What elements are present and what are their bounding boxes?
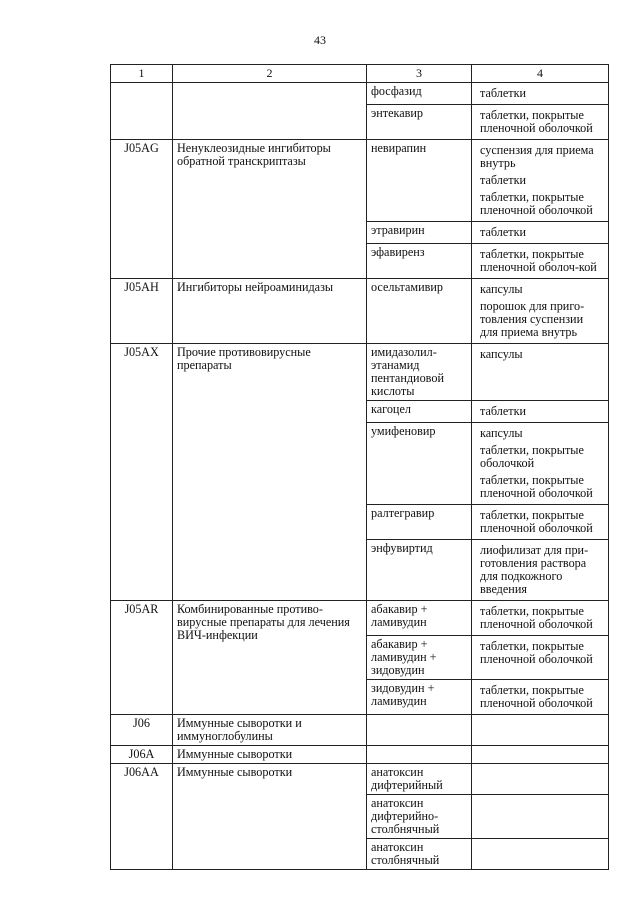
dosage-form <box>476 841 604 845</box>
dosage-forms <box>472 222 609 244</box>
drug-name <box>367 715 472 746</box>
dosage-form: таблетки <box>480 173 527 187</box>
header-col-4: 4 <box>472 65 609 83</box>
dosage-forms <box>472 601 609 636</box>
group-name: Ингибиторы нейроаминидазы <box>173 279 367 344</box>
group-name: Прочие противовирусные препараты <box>173 344 367 601</box>
dosage-form: таблетки, покрытые пленочной оболочкой <box>480 108 593 135</box>
dosage-forms <box>472 795 609 839</box>
atc-code: J06AA <box>111 764 173 870</box>
table-row <box>111 764 609 795</box>
table-row <box>111 140 609 222</box>
dosage-form: таблетки, покрытые оболочкой <box>480 443 584 470</box>
dosage-forms <box>472 540 609 601</box>
dosage-forms <box>472 401 609 423</box>
dosage-forms <box>472 746 609 764</box>
dosage-form <box>476 717 604 721</box>
table-row <box>111 601 609 636</box>
drug-name: абакавир + ламивудин <box>367 601 472 636</box>
dosage-form: таблетки, покрытые пленочной оболочкой <box>480 190 593 217</box>
dosage-forms <box>472 839 609 870</box>
dosage-form: таблетки, покрытые пленочной оболочкой <box>480 639 593 666</box>
dosage-forms <box>472 715 609 746</box>
drug-name: анатоксин дифтерийный <box>367 764 472 795</box>
atc-code: J05AR <box>111 601 173 715</box>
drug-name: фосфазид <box>367 83 472 105</box>
dosage-form <box>476 797 604 801</box>
atc-code: J06 <box>111 715 173 746</box>
drug-name: осельтамивир <box>367 279 472 344</box>
atc-code: J05AX <box>111 344 173 601</box>
dosage-forms <box>472 344 609 401</box>
drug-name: энтекавир <box>367 105 472 140</box>
drug-name: ралтегравир <box>367 505 472 540</box>
drug-name: энфувиртид <box>367 540 472 601</box>
drug-name: анатоксин дифтерийно-столбнячный <box>367 795 472 839</box>
dosage-forms <box>472 83 609 105</box>
dosage-form: капсулы <box>480 347 523 361</box>
drug-name <box>367 746 472 764</box>
dosage-forms <box>472 764 609 795</box>
dosage-form: таблетки, покрытые пленочной оболочкой <box>480 683 593 710</box>
drug-name: невирапин <box>367 140 472 222</box>
table-row <box>111 83 609 105</box>
dosage-form: таблетки <box>480 225 527 239</box>
drug-name: эфавиренз <box>367 244 472 279</box>
group-name: Иммунные сыворотки <box>173 764 367 870</box>
dosage-forms <box>472 423 609 505</box>
table-row <box>111 715 609 746</box>
atc-code: J06A <box>111 746 173 764</box>
header-col-1: 1 <box>111 65 173 83</box>
header-col-3: 3 <box>367 65 472 83</box>
header-col-2: 2 <box>173 65 367 83</box>
dosage-forms <box>472 140 609 222</box>
table-row <box>111 344 609 401</box>
dosage-form: суспензия для приема внутрь <box>480 143 594 170</box>
dosage-forms <box>472 105 609 140</box>
header-row <box>111 65 609 83</box>
dosage-forms <box>472 279 609 344</box>
dosage-form <box>476 766 604 770</box>
dosage-forms <box>472 636 609 680</box>
medication-table <box>110 64 609 870</box>
group-name: Комбинированные противо-вирусные препараты для лечения ВИЧ-инфекции <box>173 601 367 715</box>
dosage-form: лиофилизат для при-готовления раствора для подкожного введения <box>480 543 589 596</box>
page-number: 43 <box>314 33 326 47</box>
drug-name: анатоксин столбнячный <box>367 839 472 870</box>
group-name <box>173 83 367 140</box>
dosage-forms <box>472 505 609 540</box>
dosage-form: таблетки <box>480 86 527 100</box>
table-row <box>111 746 609 764</box>
atc-code: J05AH <box>111 279 173 344</box>
drug-name: кагоцел <box>367 401 472 423</box>
drug-name: абакавир + ламивудин + зидовудин <box>367 636 472 680</box>
dosage-form: порошок для приго-товления суспензии для приема внутрь <box>480 299 585 339</box>
dosage-form: таблетки <box>480 404 527 418</box>
dosage-form: капсулы <box>480 282 523 296</box>
dosage-forms <box>472 680 609 715</box>
group-name: Иммунные сыворотки и иммуноглобулины <box>173 715 367 746</box>
drug-name: зидовудин + ламивудин <box>367 680 472 715</box>
dosage-form: таблетки, покрытые пленочной оболоч-кой <box>480 247 597 274</box>
dosage-form <box>476 748 604 752</box>
drug-name: имидазолил-этанамид пентандиовой кислоты <box>367 344 472 401</box>
drug-name: этравирин <box>367 222 472 244</box>
drug-name: умифеновир <box>367 423 472 505</box>
dosage-form: капсулы <box>480 426 523 440</box>
group-name: Иммунные сыворотки <box>173 746 367 764</box>
dosage-form: таблетки, покрытые пленочной оболочкой <box>480 604 593 631</box>
group-name: Ненуклеозидные ингибиторы обратной транскриптазы <box>173 140 367 279</box>
atc-code <box>111 83 173 140</box>
atc-code: J05AG <box>111 140 173 279</box>
dosage-form: таблетки, покрытые пленочной оболочкой <box>480 473 593 500</box>
dosage-forms <box>472 244 609 279</box>
table-row <box>111 279 609 344</box>
dosage-form: таблетки, покрытые пленочной оболочкой <box>480 508 593 535</box>
